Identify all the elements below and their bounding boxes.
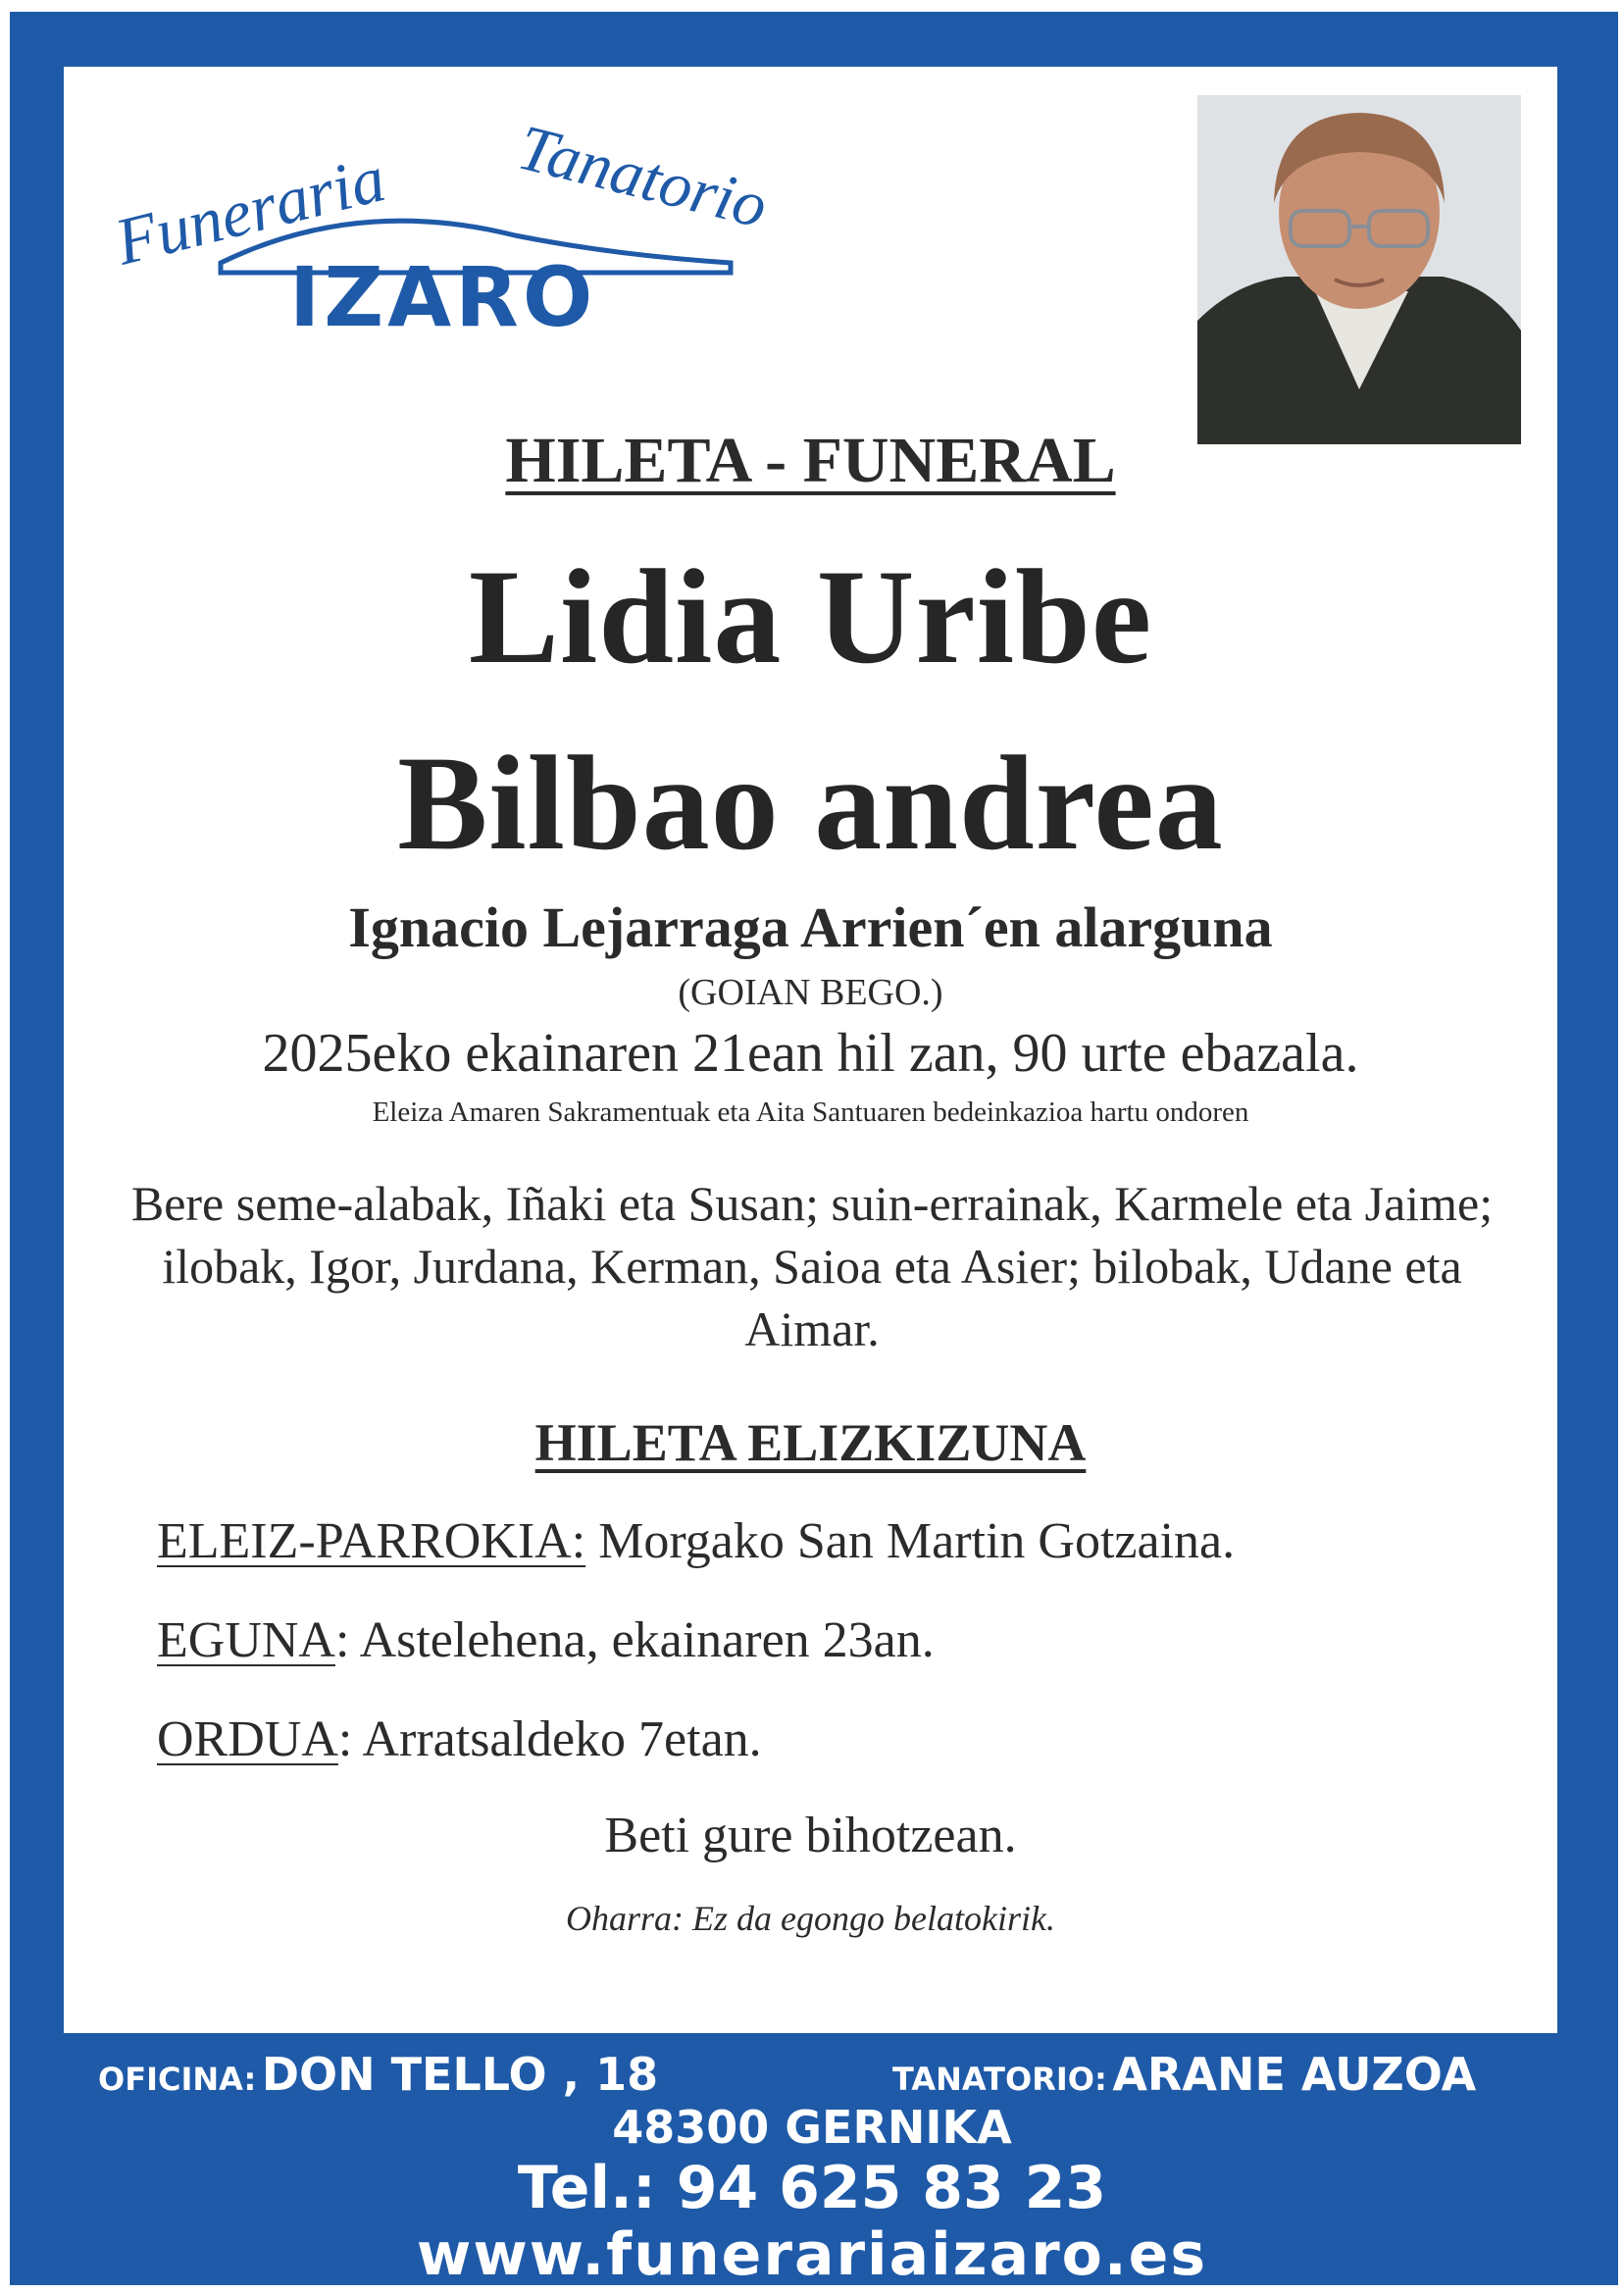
- deceased-name-line1: Lidia Uribe: [468, 541, 1153, 691]
- goian-bego: (GOIAN BEGO.): [678, 972, 943, 1013]
- church-row: [157, 1512, 1235, 1570]
- time-row: [157, 1710, 762, 1768]
- day-row: [157, 1611, 935, 1669]
- tanatorio-info: [892, 2048, 1476, 2101]
- website-link[interactable]: www.funerariaizaro.es: [416, 2220, 1208, 2289]
- death-date-line: 2025eko ekainaren 21ean hil zan, 90 urte ebazala.: [262, 1023, 1359, 1084]
- funeraria-izaro-logo: [103, 98, 848, 353]
- note-line: Oharra: Ez da egongo belatokirik.: [566, 1899, 1055, 1938]
- office-label: OFICINA:: [98, 2061, 257, 2098]
- tanatorio-address: ARANE AUZOA: [1112, 2048, 1477, 2101]
- sacraments-line: Eleiza Amaren Sakramentuak eta Aita Santuaren bedeinkazioa hartu ondoren: [372, 1096, 1249, 1128]
- church-label: ELEIZ-PARROKIA:: [157, 1513, 586, 1569]
- day-value: : Astelehena, ekainaren 23an.: [334, 1612, 935, 1668]
- time-label: ORDUA: [157, 1711, 338, 1767]
- notice-header: HILETA - FUNERAL: [505, 425, 1116, 496]
- time-value: : Arratsaldeko 7etan.: [337, 1711, 762, 1767]
- deceased-name-line2: Bilbao andrea: [397, 728, 1224, 878]
- office-address: DON TELLO , 18: [261, 2048, 659, 2101]
- svg-text:Tanatorio: Tanatorio: [511, 111, 775, 242]
- svg-text:IZARO: IZARO: [289, 249, 597, 345]
- closing-line: Beti gure bihotzean.: [604, 1808, 1017, 1863]
- svg-text:Funeraria: Funeraria: [108, 140, 392, 280]
- deceased-photo: [1197, 95, 1521, 444]
- day-label: EGUNA: [157, 1612, 335, 1668]
- service-header: HILETA ELIZKIZUNA: [534, 1413, 1087, 1472]
- tanatorio-label: TANATORIO:: [892, 2061, 1107, 2098]
- church-value: Morgako San Martin Gotzaina.: [585, 1513, 1236, 1569]
- widow-line: Ignacio Lejarraga Arrien´en alarguna: [348, 895, 1273, 959]
- family-paragraph: Bere seme-alabak, Iñaki eta Susan; suin-errainak, Karmele eta Jaime; ilobak, Igor, Jurdana, Kerman, Saioa eta Asier; bilobak, Udane eta Aimar.: [130, 1176, 1494, 1356]
- office-info: [98, 2048, 658, 2101]
- phone-line[interactable]: Tel.: 94 625 83 23: [517, 2154, 1107, 2222]
- city-line: 48300 GERNIKA: [612, 2101, 1012, 2154]
